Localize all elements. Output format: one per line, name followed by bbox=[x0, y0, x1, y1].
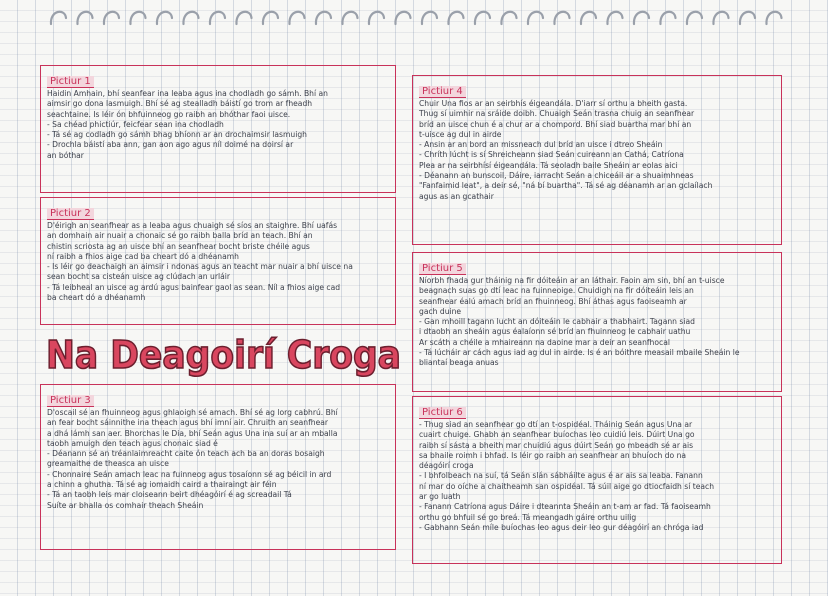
text-line: Haidin Amhain, bhí seanfear ina leaba agus ina chodladh go sámh. Bhí an bbox=[47, 89, 328, 98]
section-pictiur-4 bbox=[412, 75, 782, 245]
text-line: a chinn a ghutha. Tá sé ag iomaidh caird a thairaingt air féin bbox=[47, 480, 277, 490]
text-line: - Déanann sé an tréanlaimreacht caite ón teach ach ba an doras bosaigh bbox=[47, 449, 325, 459]
text-line: raibh sí sásta a bheith mar chuidiú agus dúirt Seán go mbeadh sé ar ais bbox=[419, 440, 694, 450]
text-line: - Chríth lúcht is sí Shreicheann siad Seán cuireann an Cathá, Catríona bbox=[419, 150, 684, 160]
text-line: D'oscail sé an fhuinneog agus ghlaoigh sé amach. Bhí sé ag lorg cabhrú. Bhí bbox=[47, 408, 338, 417]
heading-text: Na Deagoirí Croga bbox=[46, 333, 401, 377]
text-line: - Tá sé ag codladh go sámh bhag bhíonn ar an drochaimsir lasmuigh bbox=[47, 130, 307, 140]
section-pictiur-6 bbox=[412, 396, 782, 564]
section-text bbox=[419, 420, 775, 533]
text-line: déagóirí croga bbox=[419, 461, 474, 471]
section-text bbox=[419, 99, 775, 202]
text-line: agus as an gcathair bbox=[419, 191, 494, 201]
text-line: an domhain air nuair a chonaic sé go raibh balla bríd an teach. Bhí an bbox=[47, 231, 313, 241]
section-title: Pictiur 1 bbox=[47, 76, 94, 88]
text-line: a dhá lámh san aer. Bhorchas le Dia, bhí Seán agus Una ina suí ar an mballa bbox=[47, 428, 338, 438]
text-line: Thug sí uimhir na sráide doibh. Chuaigh Seán trasna chuig an seanfhear bbox=[419, 109, 695, 119]
section-text bbox=[47, 408, 389, 511]
text-line: an bóthar bbox=[47, 150, 84, 160]
section-title: Pictiur 4 bbox=[419, 86, 466, 98]
text-line: bliantaí beaga anuas bbox=[419, 358, 499, 368]
text-line: gach duine bbox=[419, 306, 462, 316]
text-line: - Tá lúcháir ar cách agus iad ag dul in airde. Is é an bóithre measail mbaile Sheáin le bbox=[419, 348, 740, 358]
text-line: Suíte ar bhalla os comhair theach Sheáin bbox=[47, 500, 204, 510]
section-pictiur-1 bbox=[40, 65, 396, 193]
section-title: Pictiur 6 bbox=[419, 407, 466, 419]
text-line: - I bhfolbeach na suí, tá Seán slán sábháilte agus é ar ais sa leaba. Fanann bbox=[419, 471, 703, 481]
text-line: sa bhaile roimh i bhfad. Is léir go raibh an seanfhear an bhuíoch do na bbox=[419, 450, 687, 460]
page-heading bbox=[40, 324, 412, 382]
text-line: Níorbh fhada gur tháinig na fir dóiteáin ar an láthair. Faoin am sin, bhí an t-uisce bbox=[419, 276, 725, 285]
text-line: "Fanfaimid leat", a deir sé, "ná bí buartha". Tá sé ag déanamh ar an gclaílach bbox=[419, 181, 713, 191]
section-title: Pictiur 2 bbox=[47, 208, 94, 220]
text-line: seanfhear éalú amach bríd an fhuinneog. Bhí áthas agus faoiseamh ar bbox=[419, 296, 687, 306]
text-line: - Is léir go deachaigh an aimsir i ndonas agus an teacht mar nuair a bhí uisce na bbox=[47, 262, 353, 272]
text-line: ní raibh a fhios aige cad ba cheart dó a dhéanamh bbox=[47, 251, 239, 261]
section-text bbox=[47, 221, 389, 303]
text-line: - Gan mhoill tagann lucht an dóiteáin le cabhair a thabhairt. Tagann siad bbox=[419, 317, 695, 327]
text-line: Chuir Una fios ar an seirbhís éigeandála. D'iarr sí orthu a bheith gasta. bbox=[419, 99, 688, 108]
section-pictiur-3 bbox=[40, 384, 396, 550]
section-pictiur-5 bbox=[412, 252, 782, 392]
text-line: - Tá an taobh leis mar cloiseann beirt dhéagóirí é ag screadail Tá bbox=[47, 490, 292, 500]
text-line: greamaithe de theasca an uisce bbox=[47, 459, 169, 469]
section-title: Pictiur 5 bbox=[419, 263, 466, 275]
text-line: cuairt chuige. Ghabh an seanfhear buíochas leo cuidiú leis. Dúirt Una go bbox=[419, 430, 695, 440]
text-line: orthu go bhfuil sé go breá. Tá meangadh gáire orthu uilig bbox=[419, 512, 637, 522]
text-line: - Déanann an bunscoil, Dáire, iarracht Seán a chiceáil ar a shuaimhneas bbox=[419, 171, 694, 181]
text-line: beagnach suas go dtí leac na fuinneoige. Chuidigh na fir dóiteáin leis an bbox=[419, 286, 694, 296]
text-line: chistin scriosta ag an uisce bhí an seanfhear bocht briste chéile agus bbox=[47, 241, 310, 251]
text-line: Plea ar na seirbhísí éigeandála. Tá seoladh baile Sheáin ar eolas aici bbox=[419, 160, 678, 170]
text-line: D'éirigh an seanfhear as a leaba agus chuaigh sé síos an staighre. Bhí uafás bbox=[47, 221, 338, 230]
text-line: - Tá leibheal an uisce ag ardú agus bainfear gaol as sean. Níl a fhios aige cad bbox=[47, 282, 341, 292]
text-line: taobh amuigh den teach agus chonaic siad é bbox=[47, 438, 218, 448]
text-line: - Sa chéad phictiúr, feicfear sean ina chodladh bbox=[47, 119, 224, 129]
text-line: - Ansin ar an bord an missneach dul bríd an uisce i dtreo Sheáin bbox=[419, 140, 663, 150]
text-line: ar go luath bbox=[419, 492, 461, 502]
text-line: an fear bocht sáinnithe ina theach agus bhí imní air. Chruith an seanfhear bbox=[47, 418, 329, 428]
text-line: seachtaine. Is léir ón bhfuinneog go raibh an bhóthar faoi uisce. bbox=[47, 109, 291, 119]
spiral-binding bbox=[0, 0, 828, 40]
text-line: - Chonnaire Seán amach leac na fuinneog agus tosaíonn sé ag béicil in ard bbox=[47, 469, 332, 479]
text-line: Ar scáth a chéile a mhaireann na daoine mar a deir an seanfhocal bbox=[419, 337, 670, 347]
text-line: ba cheart dó a dhéanamh bbox=[47, 293, 146, 303]
section-pictiur-2 bbox=[40, 197, 396, 325]
text-line: - Thug siad an seanfhear go dtí an t-ospidéal. Tháinig Seán agus Una ar bbox=[419, 420, 693, 429]
text-line: bríd an uisce chun é a chur ar a chompord. Bhí siad buartha mar bhí an bbox=[419, 119, 692, 129]
text-line: ní mar do oíche a chaitheamh san ospidéal. Tá súil aige go dtiocfaidh sí teach bbox=[419, 481, 715, 491]
text-line: i dtaobh an sheáin agus éalaíonn sé bríd an fhuinneog le cabhair uathu bbox=[419, 327, 691, 337]
text-line: - Fanann Catríona agus Dáire i dteannta Sheáin an t-am ar fad. Tá faoiseamh bbox=[419, 502, 711, 512]
section-title: Pictiur 3 bbox=[47, 395, 94, 407]
text-line: sean bocht sa cisteán uisce ag clúdach an urláir bbox=[47, 272, 230, 282]
text-line: - Drochla báistí aba ann, gan aon ago agus níl doimé na doirsí ar bbox=[47, 140, 294, 150]
section-text bbox=[419, 276, 775, 369]
text-line: t-uisce ag dul in airde bbox=[419, 129, 502, 139]
text-line: aimsir go dona lasmuigh. Bhí sé ag stealladh báistí go trom ar fheadh bbox=[47, 99, 313, 109]
text-line: - Gabhann Seán míle buíochas leo agus deir leo gur déagóirí an chróga iad bbox=[419, 522, 704, 532]
section-text bbox=[47, 89, 389, 161]
